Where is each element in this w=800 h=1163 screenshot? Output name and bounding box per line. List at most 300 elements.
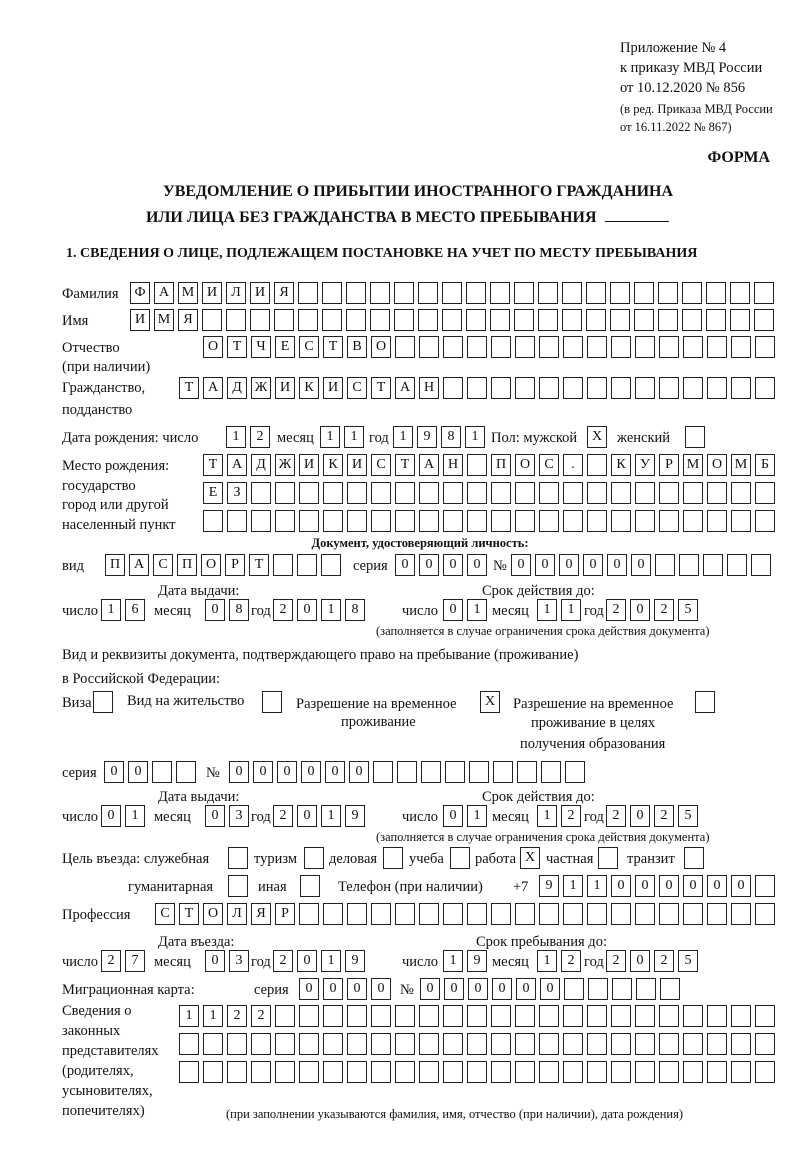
char-cell[interactable]: 0	[297, 950, 317, 972]
char-cell[interactable]: 0	[630, 805, 650, 827]
char-cell[interactable]: 2	[273, 805, 293, 827]
char-cell[interactable]	[517, 761, 537, 783]
char-cell[interactable]	[443, 377, 463, 399]
char-cell[interactable]	[539, 1005, 559, 1027]
char-cell[interactable]	[634, 309, 654, 331]
char-cell[interactable]	[418, 309, 438, 331]
char-cell[interactable]	[587, 1005, 607, 1027]
char-cell[interactable]: С	[347, 377, 367, 399]
char-cell[interactable]	[299, 510, 319, 532]
char-cell[interactable]	[251, 1061, 271, 1083]
char-cell[interactable]	[634, 282, 654, 304]
char-cell[interactable]	[275, 482, 295, 504]
char-cell[interactable]	[659, 336, 679, 358]
char-cell[interactable]	[660, 978, 680, 1000]
char-cell[interactable]	[683, 482, 703, 504]
char-cell[interactable]	[755, 1005, 775, 1027]
char-cell[interactable]	[347, 1061, 367, 1083]
char-cell[interactable]	[226, 309, 246, 331]
char-cell[interactable]	[562, 282, 582, 304]
char-cell[interactable]	[395, 1033, 415, 1055]
char-cell[interactable]: 0	[583, 554, 603, 576]
purpose-other-checkbox[interactable]	[300, 875, 324, 897]
char-cell[interactable]	[563, 1061, 583, 1083]
char-cell[interactable]: А	[395, 377, 415, 399]
char-cell[interactable]	[754, 309, 774, 331]
char-cell[interactable]: 0	[301, 761, 321, 783]
char-cell[interactable]	[564, 978, 584, 1000]
checkbox-cell[interactable]	[304, 847, 324, 869]
char-cell[interactable]	[442, 309, 462, 331]
char-cell[interactable]: П	[177, 554, 197, 576]
id-issue-day-field[interactable]	[101, 599, 149, 621]
char-cell[interactable]	[323, 482, 343, 504]
char-cell[interactable]: 1	[321, 805, 341, 827]
char-cell[interactable]	[347, 1005, 367, 1027]
char-cell[interactable]: 0	[253, 761, 273, 783]
char-cell[interactable]: Д	[251, 454, 271, 476]
char-cell[interactable]	[467, 1061, 487, 1083]
char-cell[interactable]: 0	[419, 554, 439, 576]
char-cell[interactable]: 0	[347, 978, 367, 1000]
char-cell[interactable]	[563, 903, 583, 925]
char-cell[interactable]	[491, 336, 511, 358]
char-cell[interactable]: А	[203, 377, 223, 399]
id-valid-month-field[interactable]	[537, 599, 585, 621]
char-cell[interactable]	[562, 309, 582, 331]
char-cell[interactable]: 1	[587, 875, 607, 897]
birth-place-field-3[interactable]	[203, 510, 779, 532]
birth-year-field[interactable]	[393, 426, 489, 448]
char-cell[interactable]: 1	[226, 426, 246, 448]
checkbox-cell[interactable]: X	[520, 847, 540, 869]
char-cell[interactable]	[565, 761, 585, 783]
char-cell[interactable]	[683, 336, 703, 358]
char-cell[interactable]	[683, 1033, 703, 1055]
char-cell[interactable]: 0	[635, 875, 655, 897]
char-cell[interactable]	[395, 482, 415, 504]
char-cell[interactable]: Л	[226, 282, 246, 304]
char-cell[interactable]	[755, 903, 775, 925]
citizenship-field[interactable]	[179, 377, 779, 399]
char-cell[interactable]	[443, 903, 463, 925]
char-cell[interactable]	[490, 309, 510, 331]
char-cell[interactable]: Т	[179, 903, 199, 925]
char-cell[interactable]	[395, 903, 415, 925]
char-cell[interactable]: Ж	[275, 454, 295, 476]
char-cell[interactable]: Т	[395, 454, 415, 476]
temp-residence-edu-checkbox[interactable]	[695, 691, 719, 713]
char-cell[interactable]	[755, 336, 775, 358]
char-cell[interactable]	[611, 903, 631, 925]
char-cell[interactable]	[227, 1061, 247, 1083]
char-cell[interactable]: 2	[606, 950, 626, 972]
char-cell[interactable]: М	[154, 309, 174, 331]
char-cell[interactable]	[275, 1061, 295, 1083]
char-cell[interactable]	[610, 309, 630, 331]
representatives-field-3[interactable]	[179, 1061, 779, 1083]
char-cell[interactable]	[299, 1033, 319, 1055]
migration-number-field[interactable]	[420, 978, 684, 1000]
char-cell[interactable]	[563, 336, 583, 358]
char-cell[interactable]	[394, 309, 414, 331]
char-cell[interactable]	[731, 1005, 751, 1027]
char-cell[interactable]	[299, 1061, 319, 1083]
char-cell[interactable]	[299, 482, 319, 504]
stay-issue-month-field[interactable]	[205, 805, 253, 827]
char-cell[interactable]: 0	[443, 805, 463, 827]
char-cell[interactable]	[611, 1033, 631, 1055]
char-cell[interactable]: 0	[511, 554, 531, 576]
char-cell[interactable]	[176, 761, 196, 783]
char-cell[interactable]	[299, 1005, 319, 1027]
char-cell[interactable]	[563, 482, 583, 504]
char-cell[interactable]: Я	[274, 282, 294, 304]
char-cell[interactable]	[491, 1033, 511, 1055]
char-cell[interactable]	[707, 482, 727, 504]
char-cell[interactable]	[730, 309, 750, 331]
char-cell[interactable]: С	[155, 903, 175, 925]
entry-day-field[interactable]	[101, 950, 149, 972]
char-cell[interactable]	[731, 336, 751, 358]
purpose-humanitarian-checkbox[interactable]	[228, 875, 252, 897]
char-cell[interactable]	[682, 282, 702, 304]
char-cell[interactable]: 9	[539, 875, 559, 897]
char-cell[interactable]: И	[250, 282, 270, 304]
char-cell[interactable]: З	[227, 482, 247, 504]
checkbox-cell[interactable]	[685, 426, 705, 448]
char-cell[interactable]	[611, 482, 631, 504]
char-cell[interactable]	[419, 482, 439, 504]
char-cell[interactable]: Р	[275, 903, 295, 925]
sex-male-checkbox[interactable]	[587, 426, 611, 448]
char-cell[interactable]	[635, 1005, 655, 1027]
char-cell[interactable]	[635, 482, 655, 504]
char-cell[interactable]: 2	[561, 805, 581, 827]
char-cell[interactable]	[731, 903, 751, 925]
char-cell[interactable]: О	[371, 336, 391, 358]
char-cell[interactable]	[491, 510, 511, 532]
stay-issue-year-field[interactable]	[273, 805, 369, 827]
char-cell[interactable]	[251, 1033, 271, 1055]
char-cell[interactable]: 1	[537, 950, 557, 972]
char-cell[interactable]: Т	[323, 336, 343, 358]
checkbox-cell[interactable]: X	[480, 691, 500, 713]
char-cell[interactable]: 0	[516, 978, 536, 1000]
char-cell[interactable]: У	[635, 454, 655, 476]
char-cell[interactable]: И	[275, 377, 295, 399]
char-cell[interactable]: 1	[321, 599, 341, 621]
purpose-work-checkbox[interactable]	[520, 847, 544, 869]
checkbox-cell[interactable]: X	[587, 426, 607, 448]
id-series-field[interactable]	[395, 554, 491, 576]
purpose-business-checkbox[interactable]	[383, 847, 407, 869]
char-cell[interactable]: А	[419, 454, 439, 476]
entry-month-field[interactable]	[205, 950, 253, 972]
char-cell[interactable]	[587, 1061, 607, 1083]
char-cell[interactable]	[323, 510, 343, 532]
char-cell[interactable]	[275, 1033, 295, 1055]
char-cell[interactable]	[323, 903, 343, 925]
char-cell[interactable]	[346, 309, 366, 331]
char-cell[interactable]	[587, 454, 607, 476]
char-cell[interactable]: 0	[104, 761, 124, 783]
char-cell[interactable]: 0	[420, 978, 440, 1000]
char-cell[interactable]	[707, 377, 727, 399]
char-cell[interactable]: П	[491, 454, 511, 476]
char-cell[interactable]: 0	[205, 599, 225, 621]
char-cell[interactable]	[466, 309, 486, 331]
checkbox-cell[interactable]	[450, 847, 470, 869]
char-cell[interactable]: 8	[441, 426, 461, 448]
char-cell[interactable]: 1	[467, 805, 487, 827]
char-cell[interactable]: 0	[323, 978, 343, 1000]
char-cell[interactable]: 8	[345, 599, 365, 621]
char-cell[interactable]: И	[323, 377, 343, 399]
char-cell[interactable]	[227, 1033, 247, 1055]
char-cell[interactable]: 0	[540, 978, 560, 1000]
char-cell[interactable]	[275, 510, 295, 532]
char-cell[interactable]: С	[371, 454, 391, 476]
char-cell[interactable]	[538, 282, 558, 304]
residence-permit-checkbox[interactable]	[262, 691, 286, 713]
checkbox-cell[interactable]	[383, 847, 403, 869]
stay-number-field[interactable]	[229, 761, 589, 783]
char-cell[interactable]: Ч	[251, 336, 271, 358]
char-cell[interactable]	[370, 309, 390, 331]
char-cell[interactable]	[419, 1005, 439, 1027]
char-cell[interactable]: 0	[205, 950, 225, 972]
char-cell[interactable]: 0	[467, 554, 487, 576]
char-cell[interactable]	[469, 761, 489, 783]
char-cell[interactable]	[179, 1061, 199, 1083]
char-cell[interactable]	[563, 377, 583, 399]
char-cell[interactable]	[563, 510, 583, 532]
char-cell[interactable]: 1	[321, 950, 341, 972]
char-cell[interactable]: И	[130, 309, 150, 331]
id-kind-field[interactable]	[105, 554, 345, 576]
char-cell[interactable]: Р	[659, 454, 679, 476]
char-cell[interactable]: .	[563, 454, 583, 476]
char-cell[interactable]: 2	[561, 950, 581, 972]
char-cell[interactable]	[443, 510, 463, 532]
char-cell[interactable]: 8	[229, 599, 249, 621]
char-cell[interactable]: 2	[654, 805, 674, 827]
profession-field[interactable]	[155, 903, 779, 925]
char-cell[interactable]	[703, 554, 723, 576]
char-cell[interactable]	[491, 1005, 511, 1027]
char-cell[interactable]: О	[203, 903, 223, 925]
char-cell[interactable]	[563, 1005, 583, 1027]
char-cell[interactable]: 1	[537, 805, 557, 827]
char-cell[interactable]: С	[539, 454, 559, 476]
char-cell[interactable]	[707, 336, 727, 358]
char-cell[interactable]: 0	[659, 875, 679, 897]
char-cell[interactable]: 0	[395, 554, 415, 576]
char-cell[interactable]: Н	[443, 454, 463, 476]
char-cell[interactable]	[751, 554, 771, 576]
char-cell[interactable]	[443, 1033, 463, 1055]
char-cell[interactable]: Д	[227, 377, 247, 399]
birth-place-field-2[interactable]	[203, 482, 779, 504]
char-cell[interactable]	[395, 1061, 415, 1083]
char-cell[interactable]	[370, 282, 390, 304]
char-cell[interactable]	[731, 1061, 751, 1083]
char-cell[interactable]	[659, 1033, 679, 1055]
char-cell[interactable]	[682, 309, 702, 331]
char-cell[interactable]: 1	[101, 599, 121, 621]
char-cell[interactable]	[466, 282, 486, 304]
char-cell[interactable]	[395, 510, 415, 532]
char-cell[interactable]	[371, 1033, 391, 1055]
char-cell[interactable]: 0	[325, 761, 345, 783]
char-cell[interactable]: 0	[128, 761, 148, 783]
char-cell[interactable]	[755, 875, 775, 897]
char-cell[interactable]	[658, 309, 678, 331]
char-cell[interactable]: О	[707, 454, 727, 476]
char-cell[interactable]: 1	[179, 1005, 199, 1027]
char-cell[interactable]	[515, 1061, 535, 1083]
char-cell[interactable]: 2	[654, 599, 674, 621]
char-cell[interactable]	[421, 761, 441, 783]
char-cell[interactable]	[297, 554, 317, 576]
char-cell[interactable]: А	[129, 554, 149, 576]
char-cell[interactable]	[419, 903, 439, 925]
char-cell[interactable]	[707, 510, 727, 532]
char-cell[interactable]	[419, 336, 439, 358]
char-cell[interactable]	[635, 336, 655, 358]
char-cell[interactable]: И	[347, 454, 367, 476]
char-cell[interactable]: 0	[444, 978, 464, 1000]
char-cell[interactable]	[274, 309, 294, 331]
char-cell[interactable]: 1	[467, 599, 487, 621]
birth-place-field-1[interactable]	[203, 454, 779, 476]
char-cell[interactable]	[755, 377, 775, 399]
char-cell[interactable]: В	[347, 336, 367, 358]
char-cell[interactable]: Е	[275, 336, 295, 358]
char-cell[interactable]	[707, 1033, 727, 1055]
char-cell[interactable]	[203, 1061, 223, 1083]
char-cell[interactable]	[152, 761, 172, 783]
char-cell[interactable]	[635, 1033, 655, 1055]
checkbox-cell[interactable]	[93, 691, 113, 713]
char-cell[interactable]	[611, 336, 631, 358]
char-cell[interactable]	[514, 309, 534, 331]
char-cell[interactable]: 0	[492, 978, 512, 1000]
char-cell[interactable]: 5	[678, 599, 698, 621]
char-cell[interactable]	[373, 761, 393, 783]
char-cell[interactable]	[347, 1033, 367, 1055]
char-cell[interactable]	[727, 554, 747, 576]
id-number-field[interactable]	[511, 554, 775, 576]
char-cell[interactable]	[538, 309, 558, 331]
char-cell[interactable]: Ж	[251, 377, 271, 399]
char-cell[interactable]: Н	[419, 377, 439, 399]
char-cell[interactable]: 1	[537, 599, 557, 621]
char-cell[interactable]	[587, 1033, 607, 1055]
char-cell[interactable]	[515, 510, 535, 532]
char-cell[interactable]: Т	[371, 377, 391, 399]
char-cell[interactable]: 0	[229, 761, 249, 783]
purpose-transit-checkbox[interactable]	[684, 847, 708, 869]
char-cell[interactable]	[299, 903, 319, 925]
char-cell[interactable]: П	[105, 554, 125, 576]
char-cell[interactable]	[491, 903, 511, 925]
char-cell[interactable]: 1	[465, 426, 485, 448]
char-cell[interactable]	[539, 903, 559, 925]
checkbox-cell[interactable]	[598, 847, 618, 869]
char-cell[interactable]	[755, 1033, 775, 1055]
char-cell[interactable]	[323, 1033, 343, 1055]
char-cell[interactable]	[659, 510, 679, 532]
char-cell[interactable]: 1	[563, 875, 583, 897]
char-cell[interactable]: 7	[125, 950, 145, 972]
char-cell[interactable]	[445, 761, 465, 783]
char-cell[interactable]: С	[153, 554, 173, 576]
visa-checkbox[interactable]	[93, 691, 117, 713]
char-cell[interactable]	[515, 1005, 535, 1027]
char-cell[interactable]: 0	[443, 599, 463, 621]
char-cell[interactable]	[541, 761, 561, 783]
char-cell[interactable]	[467, 1005, 487, 1027]
char-cell[interactable]	[679, 554, 699, 576]
char-cell[interactable]	[491, 482, 511, 504]
char-cell[interactable]	[587, 482, 607, 504]
char-cell[interactable]: 0	[443, 554, 463, 576]
checkbox-cell[interactable]	[684, 847, 704, 869]
char-cell[interactable]	[635, 510, 655, 532]
char-cell[interactable]	[655, 554, 675, 576]
char-cell[interactable]: 2	[654, 950, 674, 972]
char-cell[interactable]	[588, 978, 608, 1000]
char-cell[interactable]	[731, 510, 751, 532]
id-issue-month-field[interactable]	[205, 599, 253, 621]
char-cell[interactable]: 0	[371, 978, 391, 1000]
char-cell[interactable]	[659, 377, 679, 399]
char-cell[interactable]: Е	[203, 482, 223, 504]
char-cell[interactable]	[493, 761, 513, 783]
char-cell[interactable]	[371, 510, 391, 532]
char-cell[interactable]: 1	[561, 599, 581, 621]
char-cell[interactable]	[586, 282, 606, 304]
char-cell[interactable]: К	[299, 377, 319, 399]
char-cell[interactable]	[514, 282, 534, 304]
char-cell[interactable]: 2	[251, 1005, 271, 1027]
checkbox-cell[interactable]	[262, 691, 282, 713]
char-cell[interactable]: 9	[417, 426, 437, 448]
char-cell[interactable]	[322, 282, 342, 304]
migration-series-field[interactable]	[299, 978, 395, 1000]
char-cell[interactable]	[203, 1033, 223, 1055]
char-cell[interactable]: Т	[227, 336, 247, 358]
char-cell[interactable]: 5	[678, 805, 698, 827]
char-cell[interactable]	[490, 282, 510, 304]
id-valid-day-field[interactable]	[443, 599, 491, 621]
char-cell[interactable]	[251, 482, 271, 504]
char-cell[interactable]	[659, 482, 679, 504]
char-cell[interactable]	[539, 1061, 559, 1083]
char-cell[interactable]: 0	[297, 599, 317, 621]
char-cell[interactable]	[611, 1061, 631, 1083]
purpose-official-checkbox[interactable]	[228, 847, 252, 869]
char-cell[interactable]	[397, 761, 417, 783]
entry-year-field[interactable]	[273, 950, 369, 972]
name-field[interactable]	[130, 309, 778, 331]
char-cell[interactable]	[491, 1061, 511, 1083]
stay-valid-month-field[interactable]	[537, 805, 585, 827]
char-cell[interactable]	[611, 510, 631, 532]
char-cell[interactable]	[371, 1061, 391, 1083]
